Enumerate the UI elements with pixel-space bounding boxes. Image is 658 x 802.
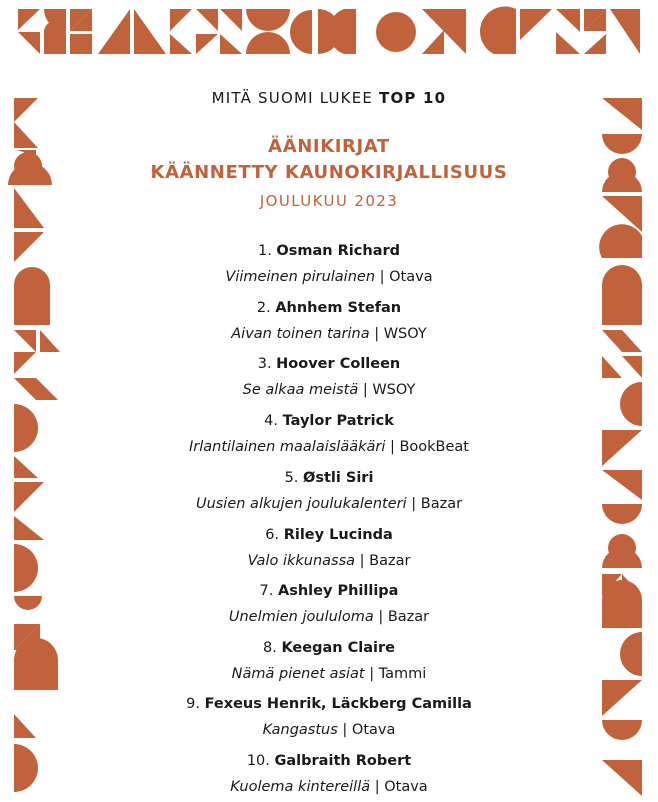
list-item: 5. Østli Siri Uusien alkujen joulukalenteri | Bazar <box>195 470 463 512</box>
period-label: JOULUKUU 2023 <box>259 192 399 210</box>
book-title: Viimeinen pirulainen <box>225 269 376 285</box>
heading-highlight: TOP 10 <box>379 89 447 107</box>
author-name: Taylor Patrick <box>282 413 394 429</box>
book-title: Valo ikkunassa <box>247 553 356 569</box>
author-name: Keegan Claire <box>281 640 395 656</box>
book-title: Uusien alkujen joulukalenteri <box>195 496 407 512</box>
rank-number: 5. <box>284 470 299 486</box>
publisher-name: Tammi <box>378 666 427 682</box>
publisher-name: WSOY <box>372 382 416 398</box>
list-item: 6. Riley Lucinda Valo ikkunassa | Bazar <box>247 527 411 569</box>
book-title: Aivan toinen tarina <box>231 326 370 342</box>
publisher-name: Bazar <box>387 609 430 625</box>
rank-number: 7. <box>259 583 274 599</box>
author-name: Hoover Colleen <box>276 356 401 372</box>
rank-number: 6. <box>265 527 280 543</box>
author-name: Osman Richard <box>276 243 401 259</box>
list-heading <box>0 89 658 107</box>
category-title: ÄÄNIKIRJAT <box>268 136 390 157</box>
rank-number: 10. <box>246 753 270 769</box>
book-title: Nämä pienet asiat <box>231 666 365 682</box>
rank-number: 3. <box>257 356 272 372</box>
author-name: Riley Lucinda <box>283 527 393 543</box>
publisher-name: WSOY <box>383 326 427 342</box>
book-title: Kuolema kintereillä <box>230 779 371 795</box>
publisher-name: Bazar <box>369 553 411 569</box>
book-title: Unelmien joululoma <box>228 609 374 625</box>
geometric-pattern-border-top <box>18 6 640 54</box>
author-name: Galbraith Robert <box>274 753 412 769</box>
book-title: Irlantilainen maalaislääkäri <box>188 439 386 455</box>
rank-number: 9. <box>186 696 200 712</box>
list-item: 3. Hoover Colleen Se alkaa meistä | WSOY <box>242 356 416 398</box>
rank-number: 1. <box>257 243 272 259</box>
rank-number: 2. <box>256 300 271 316</box>
rank-number: 4. <box>264 413 278 429</box>
publisher-name: Bazar <box>420 496 463 512</box>
publisher-name: Otava <box>389 269 433 285</box>
list-item: 7. Ashley Phillipa Unelmien joululoma | Bazar <box>228 583 430 625</box>
publisher-name: Otava <box>384 779 428 795</box>
author-name: Østli Siri <box>303 470 374 486</box>
author-name: Fexeus Henrik, Läckberg Camilla <box>204 696 472 712</box>
list-item: 10. Galbraith Robert Kuolema kintereillä | Otava <box>230 753 428 795</box>
subcategory-title: KÄÄNNETTY KAUNOKIRJALLISUUS <box>150 162 508 183</box>
list-item: 1. Osman Richard Viimeinen pirulainen | Otava <box>225 243 433 285</box>
book-title: Se alkaa meistä <box>242 382 359 398</box>
heading-prefix: MITÄ SUOMI LUKEE <box>211 89 380 107</box>
rank-number: 8. <box>263 640 277 656</box>
list-item: 4. Taylor Patrick Irlantilainen maalaislääkäri | BookBeat <box>188 413 469 455</box>
publisher-name: Otava <box>351 722 396 738</box>
list-item: 8. Keegan Claire Nämä pienet asiat | Tammi <box>231 640 427 682</box>
book-title: Kangastus <box>262 722 338 738</box>
author-name: Ashley Phillipa <box>277 583 399 599</box>
list-item: 2. Ahnhem Stefan Aivan toinen tarina | WSOY <box>231 300 427 342</box>
publisher-name: BookBeat <box>399 439 469 455</box>
author-name: Ahnhem Stefan <box>275 300 402 316</box>
list-item: 9. Fexeus Henrik, Läckberg Camilla Kangastus | Otava <box>186 696 472 738</box>
